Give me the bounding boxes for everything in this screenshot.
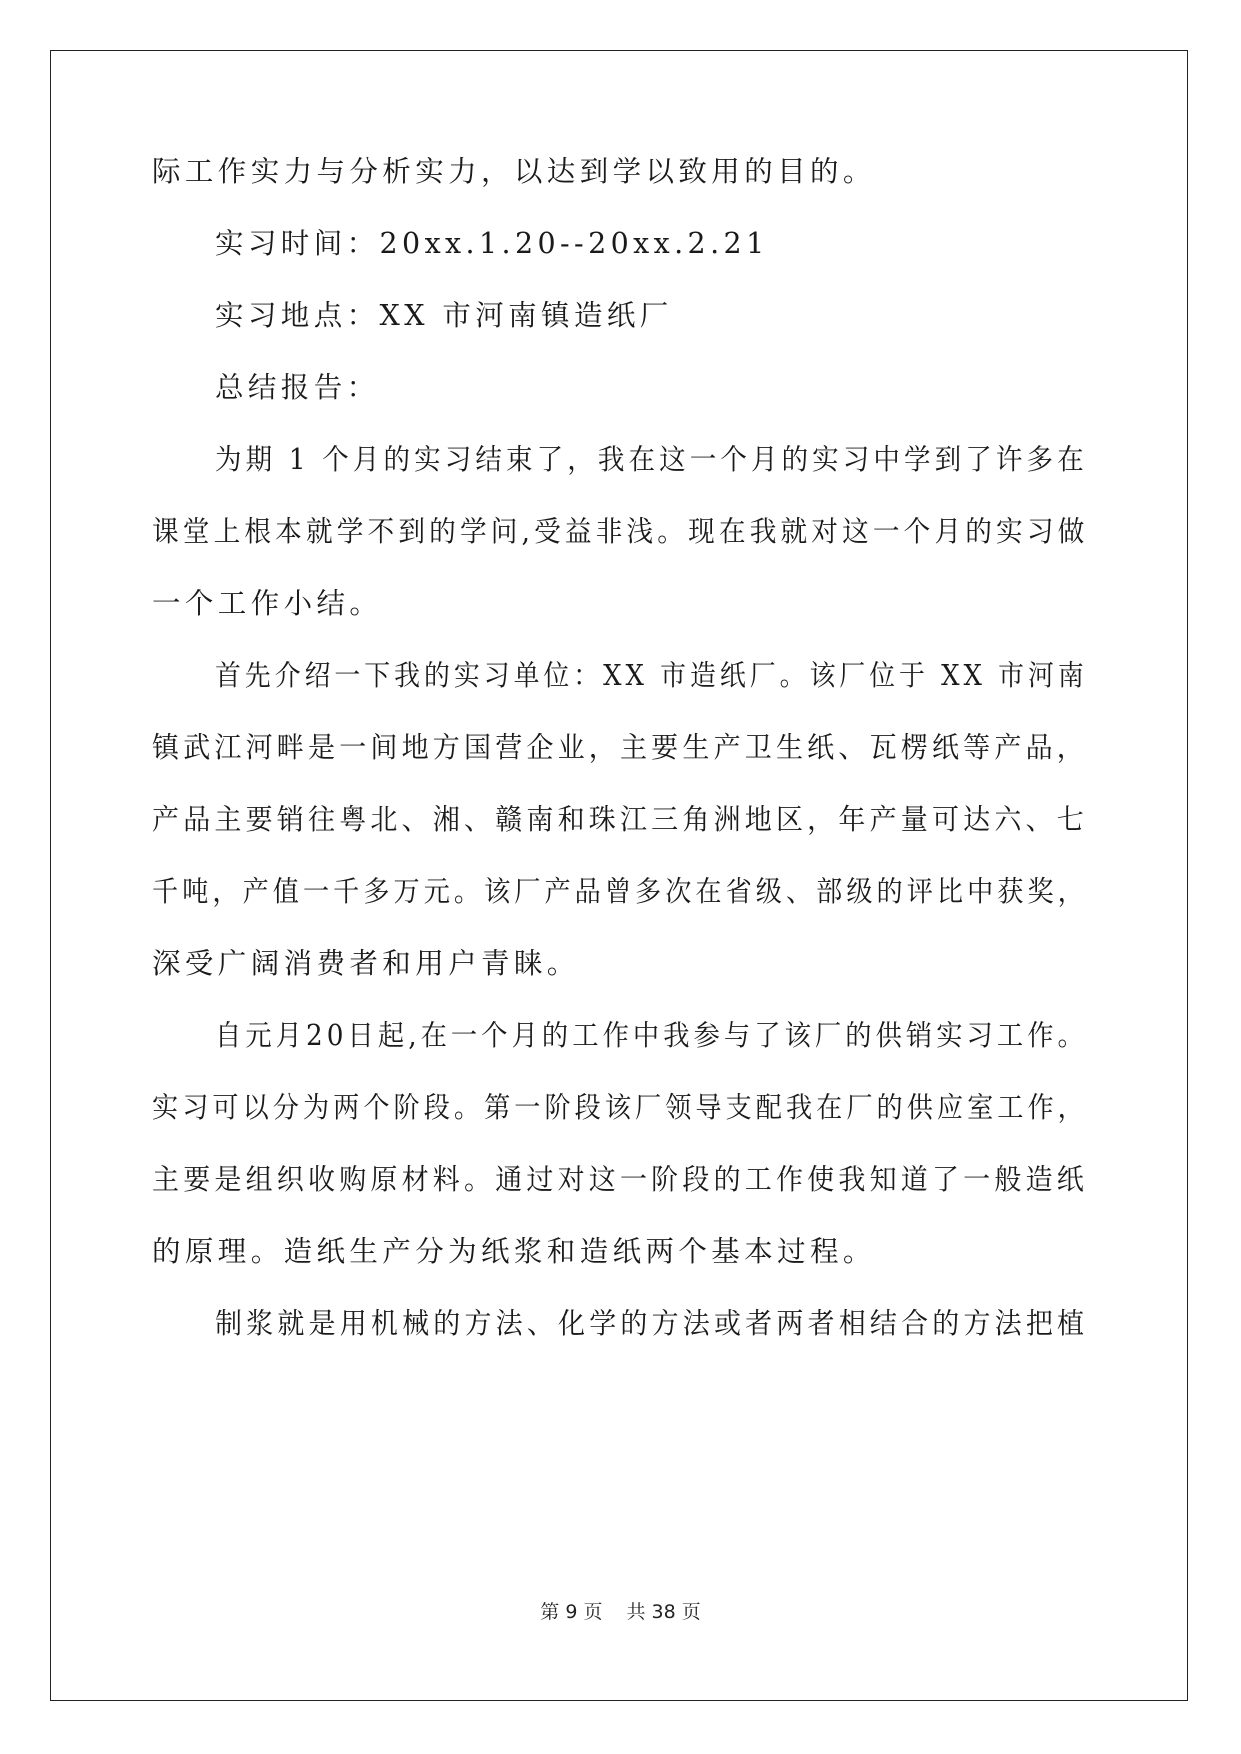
text-line: 自元月20日起,在一个月的工作中我参与了该厂的供销实习工作。 bbox=[215, 1019, 1088, 1052]
text-line: 一个工作小结。 bbox=[152, 587, 383, 620]
text-line: 课堂上根本就学不到的学问,受益非浅。现在我就对这一个月的实习做 bbox=[152, 515, 1089, 548]
text-line: 千吨，产值一千多万元。该厂产品曾多次在省级、部级的评比中获奖， bbox=[152, 875, 1088, 908]
page-number: 第 9 页 bbox=[540, 1601, 603, 1623]
text-line: 镇武江河畔是一间地方国营企业，主要生产卫生纸、瓦楞纸等产品， bbox=[152, 731, 1088, 764]
text-line: 实习地点：XX 市河南镇造纸厂 bbox=[215, 299, 673, 332]
text-line: 为期 1 个月的实习结束了，我在这一个月的实习中学到了许多在 bbox=[215, 443, 1088, 476]
text-line: 深受广阔消费者和用户青睐。 bbox=[152, 947, 580, 980]
text-line: 制浆就是用机械的方法、化学的方法或者两者相结合的方法把植 bbox=[215, 1307, 1089, 1340]
text-line: 总结报告： bbox=[215, 371, 380, 404]
text-line: 产品主要销往粤北、湘、赣南和珠江三角洲地区，年产量可达六、七 bbox=[152, 803, 1088, 836]
page-footer bbox=[0, 1597, 1241, 1624]
page-total: 共 38 页 bbox=[626, 1601, 701, 1623]
text-line: 首先介绍一下我的实习单位：XX 市造纸厂。该厂位于 XX 市河南 bbox=[215, 659, 1088, 692]
text-line: 的原理。造纸生产分为纸浆和造纸两个基本过程。 bbox=[152, 1235, 876, 1268]
text-line: 实习时间：20xx.1.20--20xx.2.21 bbox=[215, 227, 769, 260]
text-line: 实习可以分为两个阶段。第一阶段该厂领导支配我在厂的供应室工作， bbox=[152, 1091, 1088, 1124]
text-line: 际工作实力与分析实力，以达到学以致用的目的。 bbox=[152, 155, 876, 188]
text-line: 主要是组织收购原材料。通过对这一阶段的工作使我知道了一般造纸 bbox=[152, 1163, 1088, 1196]
